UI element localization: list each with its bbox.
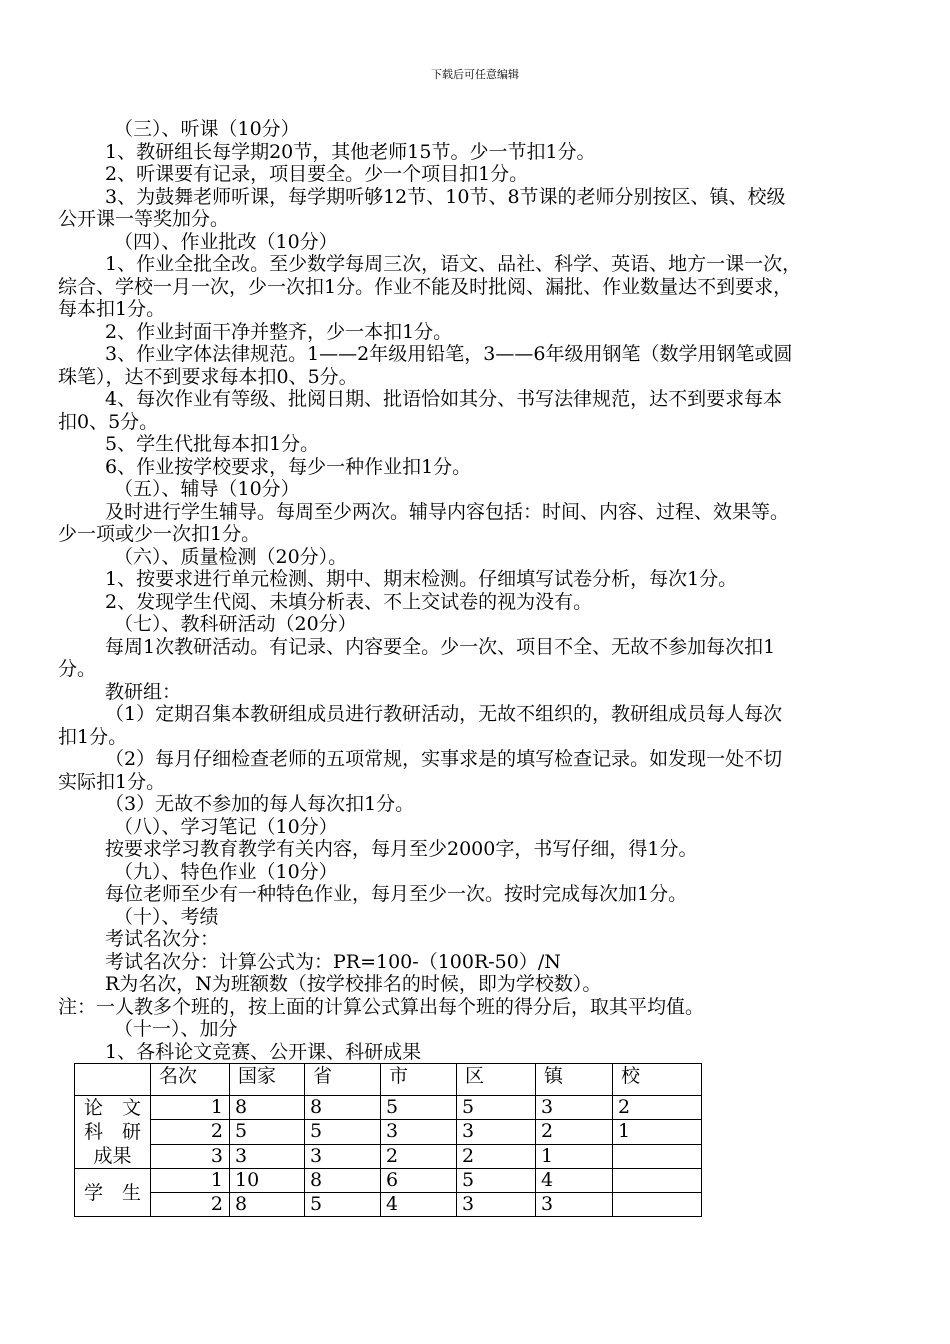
table-cell: 5 (457, 1169, 536, 1193)
table-cell: 3 (230, 1144, 305, 1168)
paragraph-line: 教研组： (105, 680, 182, 703)
section-heading: （十）、考绩 (114, 905, 219, 928)
paragraph-line: （3）无故不参加的每人每次扣1分。 (105, 793, 415, 815)
paragraph-line: 5、学生代批每本扣1分。 (105, 433, 320, 455)
table-cell: 5 (381, 1096, 457, 1120)
paragraph-line: 公开课一等奖加分。 (58, 208, 230, 230)
row-group-label (75, 1169, 151, 1217)
table-header-cell: 省 (305, 1064, 381, 1096)
paragraph-line: 3、为鼓舞老师听课，每学期听够12节、10节、8节课的老师分别按区、镇、校级 (105, 185, 786, 208)
paragraph-line: 2、发现学生代阅、未填分析表、不上交试卷的视为没有。 (105, 590, 593, 613)
paragraph-line: 少一项或少一次扣1分。 (58, 523, 261, 545)
rank-cell: 1 (151, 1169, 230, 1193)
paragraph-line: 综合、学校一月一次，少一次扣1分。作业不能及时批阅、漏批、作业数量达不到要求， (58, 275, 793, 298)
page-header: 下载后可任意编辑 (431, 68, 519, 81)
rank-cell: 2 (151, 1120, 230, 1144)
paragraph-line: 扣1分。 (58, 725, 128, 748)
table-cell (613, 1144, 702, 1168)
paragraph-line: 分。 (58, 658, 97, 680)
rank-cell: 1 (151, 1096, 230, 1120)
table-row (75, 1193, 702, 1217)
table-cell: 2 (613, 1096, 702, 1120)
table-cell: 1 (613, 1120, 702, 1144)
table-cell: 2 (457, 1144, 536, 1168)
section-heading: （六）、质量检测（20分）。 (114, 545, 348, 568)
paragraph-line: 考试名次分： (105, 928, 220, 950)
table-cell: 8 (230, 1193, 305, 1217)
table-header-cell: 市 (381, 1064, 457, 1096)
paragraph-line: 每本扣1分。 (58, 298, 166, 320)
table-cell (613, 1169, 702, 1193)
table-cell: 5 (305, 1193, 381, 1217)
table-cell: 3 (381, 1120, 457, 1144)
table-row (75, 1120, 702, 1144)
group-label-line: 论 文 (83, 1097, 141, 1119)
section-heading: （九）、特色作业（10分） (114, 860, 338, 883)
section-heading: （四）、作业批改（10分） (114, 230, 338, 253)
table-row (75, 1144, 702, 1168)
table-header-cell: 区 (457, 1064, 536, 1096)
paragraph-line: 每周1次教研活动。有记录、内容要全。少一次、项目不全、无故不参加每次扣1 (105, 635, 776, 658)
paragraph-line: 每位老师至少有一种特色作业，每月至少一次。按时完成每次加1分。 (105, 883, 688, 905)
table-cell: 8 (305, 1169, 381, 1193)
table-cell: 4 (381, 1193, 457, 1217)
paragraph-line: 扣0、5分。 (58, 410, 159, 433)
table-cell: 3 (305, 1144, 381, 1168)
paragraph-line: 4、每次作业有等级、批阅日期、批语恰如其分、书写法律规范，达不到要求每本 (105, 388, 783, 410)
table-header-cell: 镇 (536, 1064, 613, 1096)
row-group-label (75, 1096, 151, 1169)
table-header-cell: 校 (613, 1064, 702, 1096)
document-body (58, 118, 908, 1063)
paragraph-line: 6、作业按学校要求，每少一种作业扣1分。 (105, 455, 472, 478)
rank-cell: 2 (151, 1193, 230, 1217)
group-label-line: 成果 (93, 1145, 132, 1167)
section-heading: （十一）、加分 (114, 1018, 238, 1040)
paragraph-line: （1）定期召集本教研组成员进行教研活动，无故不组织的，教研组成员每人每次 (105, 703, 783, 725)
table-cell: 5 (457, 1096, 536, 1120)
paragraph-line: 2、听课要有记录，项目要全。少一个项目扣1分。 (105, 163, 529, 185)
table-cell: 2 (381, 1144, 457, 1168)
table-cell: 5 (305, 1120, 381, 1144)
table-cell: 3 (457, 1193, 536, 1217)
paragraph-line: 2、作业封面干净并整齐，少一本扣1分。 (105, 320, 453, 343)
section-heading: （五）、辅导（10分） (114, 478, 300, 500)
table-cell: 3 (457, 1120, 536, 1144)
paragraph-line: 1、按要求进行单元检测、期中、期末检测。仔细填写试卷分析，每次1分。 (105, 568, 738, 590)
paragraph-line: 考试名次分：计算公式为：PR=100-（100R-50）/N (105, 950, 561, 973)
table-cell: 6 (381, 1169, 457, 1193)
paragraph-line: R为名次，N为班额数（按学校排名的时候，即为学校数）。 (105, 973, 602, 995)
paragraph-line: 3、作业字体法律规范。1——2年级用铅笔，3——6年级用钢笔（数学用钢笔或圆 (105, 343, 793, 365)
paragraph-line: 珠笔），达不到要求每本扣0、5分。 (58, 365, 358, 388)
table-header-cell: 国家 (230, 1064, 305, 1096)
paragraph-line: 注：一人教多个班的，按上面的计算公式算出每个班的得分后，取其平均值。 (58, 995, 705, 1018)
paragraph-line: 1、各科论文竞赛、公开课、科研成果 (105, 1040, 422, 1063)
section-heading: （八）、学习笔记（10分） (114, 815, 338, 838)
table-cell: 3 (536, 1096, 613, 1120)
table-cell: 3 (536, 1193, 613, 1217)
section-heading: （七）、教科研活动（20分） (114, 613, 357, 635)
paragraph-line: 实际扣1分。 (58, 770, 166, 793)
paragraph-line: 及时进行学生辅导。每周至少两次。辅导内容包括：时间、内容、过程、效果等。 (105, 500, 790, 523)
bonus-score-table (74, 1063, 702, 1217)
table-cell: 5 (230, 1120, 305, 1144)
table-row (75, 1096, 702, 1120)
table-header-row (75, 1064, 702, 1096)
paragraph-line: （2）每月仔细检查老师的五项常规，实事求是的填写检查记录。如发现一处不切 (105, 748, 783, 770)
group-label-line: 学 生 (83, 1181, 141, 1204)
table-header-cell: 名次 (151, 1064, 230, 1096)
table-cell: 10 (230, 1169, 305, 1193)
paragraph-line: 按要求学习教育教学有关内容，每月至少2000字，书写仔细，得1分。 (105, 838, 698, 860)
table-cell: 8 (305, 1096, 381, 1120)
paragraph-line: 1、教研组长每学期20节，其他老师15节。少一节扣1分。 (105, 140, 596, 163)
paragraph-line: 1、作业全批全改。至少数学每周三次，语文、品社、科学、英语、地方一课一次， (105, 253, 802, 275)
table-row (75, 1169, 702, 1193)
table-corner-cell (75, 1064, 151, 1096)
table-cell: 1 (536, 1144, 613, 1168)
group-label-line: 科 研 (83, 1121, 141, 1143)
table-cell: 2 (536, 1120, 613, 1144)
table-cell: 4 (536, 1169, 613, 1193)
section-heading: （三）、听课（10分） (114, 118, 300, 140)
rank-cell: 3 (151, 1144, 230, 1168)
table-cell (613, 1193, 702, 1217)
table-cell: 8 (230, 1096, 305, 1120)
